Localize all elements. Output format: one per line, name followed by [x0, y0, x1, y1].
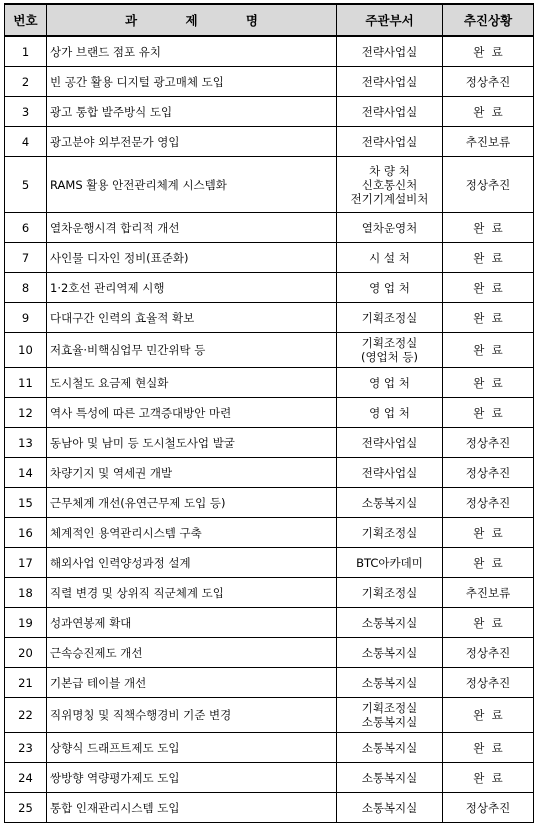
task-name: 체계적인 용역관리시스템 구축 [47, 518, 337, 548]
row-number: 16 [5, 518, 47, 548]
row-number: 11 [5, 368, 47, 398]
table-row [5, 157, 534, 213]
header-task-label: 과 제 명 [125, 13, 280, 28]
responsible-dept [337, 668, 443, 698]
table-row [5, 333, 534, 368]
table-body [5, 36, 534, 823]
dept-line: 전략사업실 [361, 104, 418, 119]
dept-line: 전략사업실 [361, 435, 418, 450]
row-number: 14 [5, 458, 47, 488]
dept-line: 기획조정실 [361, 336, 418, 350]
row-number: 12 [5, 398, 47, 428]
row-number: 4 [5, 127, 47, 157]
row-number: 6 [5, 213, 47, 243]
responsible-dept [337, 638, 443, 668]
row-number: 23 [5, 733, 47, 763]
task-name: 다대구간 인력의 효율적 확보 [47, 303, 337, 333]
responsible-dept [337, 518, 443, 548]
table-row [5, 698, 534, 733]
table-row [5, 763, 534, 793]
dept-line: 전략사업실 [361, 134, 418, 149]
responsible-dept [337, 157, 443, 213]
responsible-dept [337, 763, 443, 793]
status: 완 료 [443, 273, 534, 303]
row-number: 25 [5, 793, 47, 823]
responsible-dept [337, 398, 443, 428]
responsible-dept [337, 67, 443, 97]
row-number: 15 [5, 488, 47, 518]
status: 정상추진 [443, 488, 534, 518]
dept-line: 소통복지실 [361, 770, 418, 785]
row-number: 9 [5, 303, 47, 333]
responsible-dept [337, 698, 443, 733]
dept-line: 영 업 처 [369, 405, 410, 420]
table-row [5, 578, 534, 608]
responsible-dept [337, 488, 443, 518]
dept-line: 소통복지실 [361, 615, 418, 630]
dept-line: 소통복지실 [361, 800, 418, 815]
row-number: 22 [5, 698, 47, 733]
header-task [47, 4, 337, 36]
table-row [5, 273, 534, 303]
dept-line: 소통복지실 [361, 715, 418, 729]
task-name: 차량기지 및 역세권 개발 [47, 458, 337, 488]
row-number: 21 [5, 668, 47, 698]
responsible-dept [337, 793, 443, 823]
header-dept: 주관부서 [337, 4, 443, 36]
table-row [5, 458, 534, 488]
responsible-dept [337, 303, 443, 333]
task-name: 광고 통합 발주방식 도입 [47, 97, 337, 127]
status: 완 료 [443, 36, 534, 67]
row-number: 17 [5, 548, 47, 578]
table-row [5, 733, 534, 763]
status: 완 료 [443, 398, 534, 428]
dept-line: 기획조정실 [361, 310, 418, 325]
responsible-dept [337, 97, 443, 127]
row-number: 19 [5, 608, 47, 638]
table-row [5, 518, 534, 548]
task-name: 통합 인재관리시스템 도입 [47, 793, 337, 823]
task-name: 기본급 테이블 개선 [47, 668, 337, 698]
status: 정상추진 [443, 428, 534, 458]
table-row [5, 213, 534, 243]
dept-line: 전기기계설비처 [350, 191, 429, 206]
status: 완 료 [443, 303, 534, 333]
table-row [5, 668, 534, 698]
task-name: 역사 특성에 따른 고객증대방안 마련 [47, 398, 337, 428]
table-row [5, 243, 534, 273]
status: 완 료 [443, 333, 534, 368]
status: 정상추진 [443, 793, 534, 823]
task-name: 열차운행시격 합리적 개선 [47, 213, 337, 243]
task-name: 상가 브랜드 점포 유치 [47, 36, 337, 67]
task-name: 해외사업 인력양성과정 설계 [47, 548, 337, 578]
task-name: 성과연봉제 확대 [47, 608, 337, 638]
responsible-dept [337, 578, 443, 608]
dept-line: 전략사업실 [361, 44, 418, 59]
dept-line: 신호통신처 [361, 177, 418, 192]
table-header [5, 4, 534, 36]
responsible-dept [337, 368, 443, 398]
responsible-dept [337, 36, 443, 67]
row-number: 18 [5, 578, 47, 608]
row-number: 20 [5, 638, 47, 668]
status: 정상추진 [443, 458, 534, 488]
table-row [5, 793, 534, 823]
row-number: 1 [5, 36, 47, 67]
task-name: 쌍방향 역량평가제도 도입 [47, 763, 337, 793]
status: 정상추진 [443, 67, 534, 97]
status: 완 료 [443, 763, 534, 793]
dept-line: 차 량 처 [369, 163, 410, 178]
task-name: 사인물 디자인 정비(표준화) [47, 243, 337, 273]
row-number: 8 [5, 273, 47, 303]
dept-line: 시 설 처 [369, 250, 410, 265]
table-row [5, 127, 534, 157]
responsible-dept [337, 428, 443, 458]
task-name: 상향식 드래프트제도 도입 [47, 733, 337, 763]
table-row [5, 97, 534, 127]
table-row [5, 398, 534, 428]
row-number: 3 [5, 97, 47, 127]
status: 완 료 [443, 548, 534, 578]
dept-line: 소통복지실 [361, 495, 418, 510]
header-status: 추진상황 [443, 4, 534, 36]
dept-line: BTC아카데미 [356, 555, 423, 570]
table-row [5, 36, 534, 67]
status: 완 료 [443, 243, 534, 273]
row-number: 5 [5, 157, 47, 213]
status: 추진보류 [443, 127, 534, 157]
responsible-dept [337, 127, 443, 157]
dept-line: 소통복지실 [361, 675, 418, 690]
responsible-dept [337, 548, 443, 578]
status: 완 료 [443, 698, 534, 733]
task-table [4, 3, 534, 823]
status: 정상추진 [443, 638, 534, 668]
table-row [5, 428, 534, 458]
dept-line: 기획조정실 [361, 701, 418, 715]
responsible-dept [337, 213, 443, 243]
task-name: 빈 공간 활용 디지털 광고매체 도입 [47, 67, 337, 97]
table-row [5, 303, 534, 333]
status: 완 료 [443, 608, 534, 638]
row-number: 13 [5, 428, 47, 458]
dept-line: 기획조정실 [361, 585, 418, 600]
header-no: 번호 [5, 4, 47, 36]
responsible-dept [337, 458, 443, 488]
responsible-dept [337, 273, 443, 303]
dept-line: 소통복지실 [361, 740, 418, 755]
status: 완 료 [443, 97, 534, 127]
status: 완 료 [443, 733, 534, 763]
table-row [5, 488, 534, 518]
dept-line: 소통복지실 [361, 645, 418, 660]
status: 완 료 [443, 213, 534, 243]
task-name: 도시철도 요금제 현실화 [47, 368, 337, 398]
table-row [5, 548, 534, 578]
table-row [5, 368, 534, 398]
responsible-dept [337, 733, 443, 763]
status: 추진보류 [443, 578, 534, 608]
table-row [5, 67, 534, 97]
responsible-dept [337, 608, 443, 638]
task-name: 직렬 변경 및 상위직 직군체계 도입 [47, 578, 337, 608]
task-name: 광고분야 외부전문가 영입 [47, 127, 337, 157]
task-name: 동남아 및 남미 등 도시철도사업 발굴 [47, 428, 337, 458]
table-row [5, 608, 534, 638]
status: 완 료 [443, 518, 534, 548]
status: 정상추진 [443, 668, 534, 698]
dept-line: 전략사업실 [361, 74, 418, 89]
dept-line: 영 업 처 [369, 375, 410, 390]
status: 완 료 [443, 368, 534, 398]
dept-line: 전략사업실 [361, 465, 418, 480]
task-name: 직위명칭 및 직책수행경비 기준 변경 [47, 698, 337, 733]
task-name: 저효율·비핵심업무 민간위탁 등 [47, 333, 337, 368]
responsible-dept [337, 333, 443, 368]
row-number: 10 [5, 333, 47, 368]
task-name: 근속승진제도 개선 [47, 638, 337, 668]
task-name: RAMS 활용 안전관리체계 시스템화 [47, 157, 337, 213]
dept-line: 기획조정실 [361, 525, 418, 540]
dept-line: (영업처 등) [360, 350, 419, 364]
table-row [5, 638, 534, 668]
row-number: 2 [5, 67, 47, 97]
row-number: 24 [5, 763, 47, 793]
row-number: 7 [5, 243, 47, 273]
task-name: 근무체계 개선(유연근무제 도입 등) [47, 488, 337, 518]
dept-line: 영 업 처 [369, 280, 410, 295]
dept-line: 열차운영처 [361, 220, 418, 235]
status: 정상추진 [443, 157, 534, 213]
responsible-dept [337, 243, 443, 273]
task-name: 1·2호선 관리역제 시행 [47, 273, 337, 303]
